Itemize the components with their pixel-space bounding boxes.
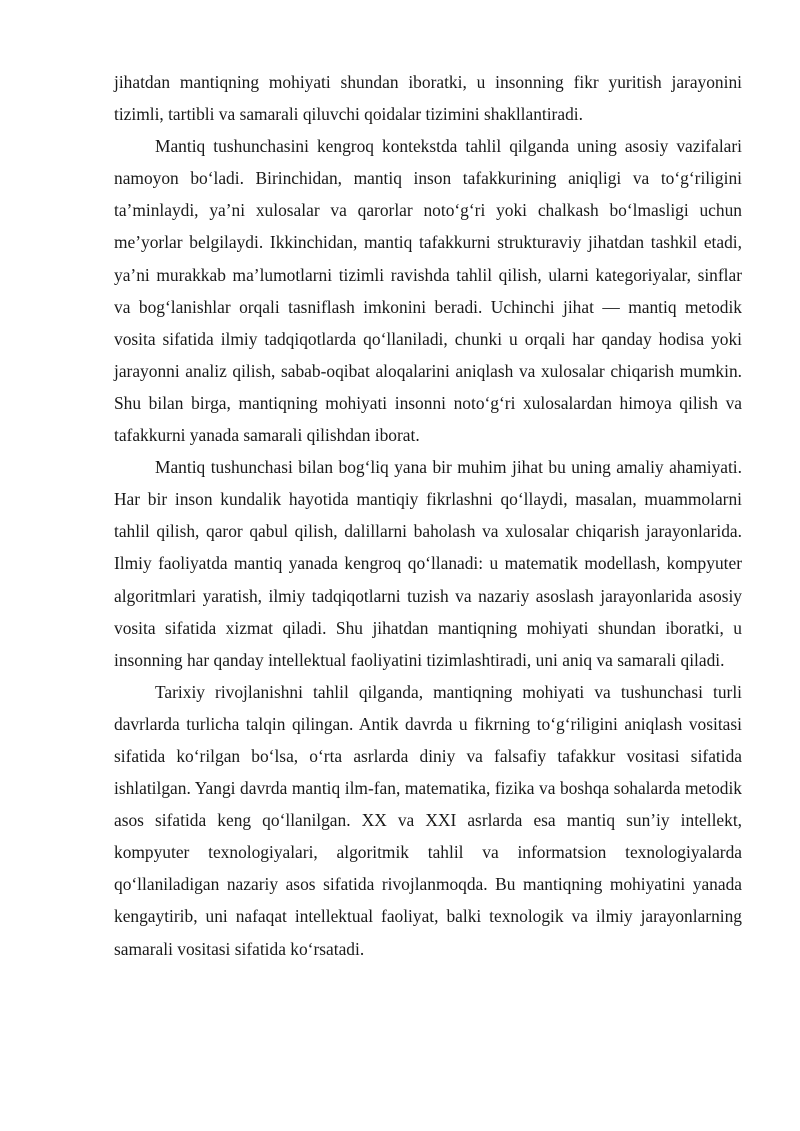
paragraph-3: Mantiq tushunchasi bilan bog‘liq yana bir muhim jihat bu uning amaliy ahamiyati. Har bir inson kundalik hayotida mantiqiy fikrlashni qo‘llaydi, masalan, muammolarni tahlil qilish, qaror qabul qilish, dalillarni baholash va xulosalar chiqarish jarayonlarida. Ilmiy faoliyatda mantiq yanada kengroq qo‘llanadi: u matematik modellash, kompyuter algoritmlari yaratish, ilmiy tadqiqotlarni tuzish va nazariy asoslash jarayonlarida asosiy vosita sifatida xizmat qiladi. Shu jihatdan mantiqning mohiyati shundan iboratki, u insonning har qanday intellektual faoliyatini tizimlashtiradi, uni aniq va samarali qiladi. — [114, 457, 742, 670]
paragraph-2: Mantiq tushunchasini kengroq kontekstda tahlil qilganda uning asosiy vazifalari namoyon bo‘ladi. Birinchidan, mantiq inson tafakkurining aniqligi va to‘g‘riligini ta’minlaydi, ya’ni xulosalar va qarorlar noto‘g‘ri yoki chalkash bo‘lmasligi uchun me’yorlar belgilaydi. Ikkinchidan, mantiq tafakkurni strukturaviy jihatdan tashkil etadi, ya’ni murakkab ma’lumotlarni tizimli ravishda tahlil qilish, ularni kategoriyalar, sinflar va bog‘lanishlar orqali tasniflash imkonini beradi. Uchinchi jihat — mantiq metodik vosita sifatida ilmiy tadqiqotlarda qo‘llaniladi, chunki u orqali har qanday hodisa yoki jarayonni analiz qilish, sabab-oqibat aloqalarini aniqlash va xulosalar chiqarish mumkin. Shu bilan birga, mantiqning mohiyati insonni noto‘g‘ri xulosalardan himoya qilish va tafakkurni yanada samarali qilishdan iborat. — [114, 136, 742, 446]
paragraph-4: Tarixiy rivojlanishni tahlil qilganda, mantiqning mohiyati va tushunchasi turli davrlarda turlicha talqin qilingan. Antik davrda u fikrning to‘g‘riligini aniqlash vositasi sifatida ko‘rilgan bo‘lsa, o‘rta asrlarda diniy va falsafiy tafakkur vositasi sifatida ishlatilgan. Yangi davrda mantiq ilm-fan, matematika, fizika va boshqa sohalarda metodik asos sifatida keng qo‘llanilgan. XX va XXI asrlarda esa mantiq sun’iy intellekt, kompyuter texnologiyalari, algoritmik tahlil va informatsion texnologiyalarda qo‘llaniladigan nazariy asos sifatida rivojlanmoqda. Bu mantiqning mohiyatini yanada kengaytirib, uni nafaqat intellektual faoliyat, balki texnologik va ilmiy jarayonlarning samarali vositasi sifatida ko‘rsatadi. — [114, 681, 742, 959]
document-page — [114, 66, 742, 965]
paragraph-1: jihatdan mantiqning mohiyati shundan iboratki, u insonning fikr yuritish jarayonini tizimli, tartibli va samarali qiluvchi qoidalar tizimini shakllantiradi. — [114, 72, 742, 125]
